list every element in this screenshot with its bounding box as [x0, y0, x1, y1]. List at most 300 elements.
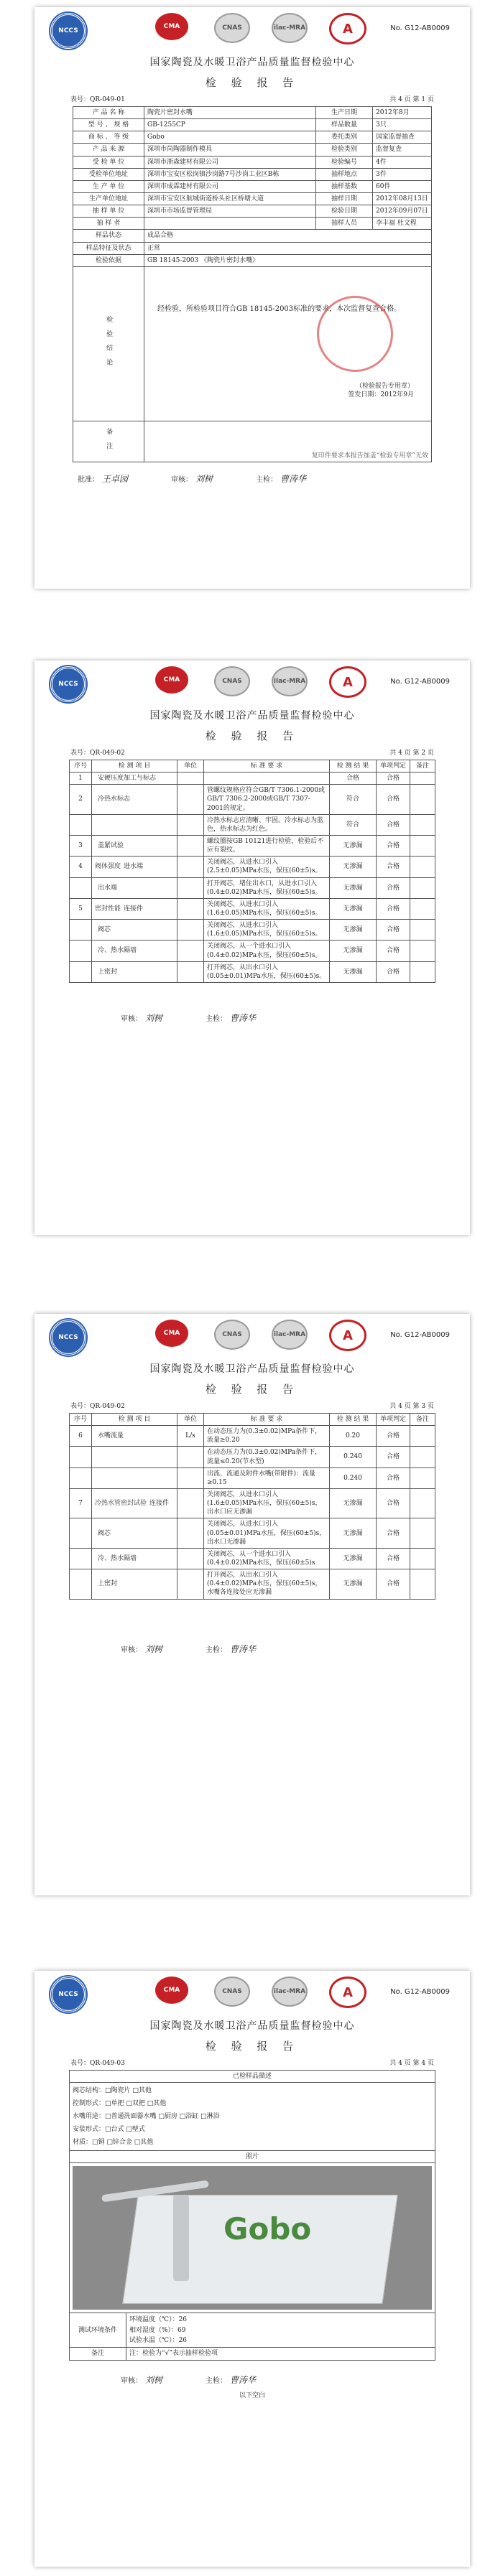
ilac-logo-icon: ilac-MRA — [272, 1320, 308, 1350]
field-value: 李丰福 杜文程 — [373, 218, 432, 230]
judgement: 合格 — [377, 1569, 410, 1599]
sample-table — [69, 2070, 435, 2361]
test-item — [92, 1569, 177, 1599]
table-row — [70, 835, 435, 856]
note-label: 备 注 — [105, 428, 113, 452]
appearance: 正常 — [144, 242, 432, 254]
page-number: 共 4 页 第 2 页 — [389, 750, 434, 757]
remark — [410, 941, 435, 961]
standard-requirement: 在动态压力为(0.3±0.02)MPa条件下，流量≤0.20(节水型) — [204, 1447, 330, 1467]
ilac-logo-icon: ilac-MRA — [272, 1977, 308, 2007]
env-label: 测试环境条件 — [70, 2313, 126, 2348]
row-number — [70, 1467, 92, 1488]
report-page-2 — [34, 661, 470, 1235]
test-group: 阀体强度 — [95, 863, 121, 871]
judgement: 合格 — [377, 835, 410, 856]
test-item — [92, 835, 177, 856]
sample-description-line: 安装形式：□台式 □壁式 — [73, 2126, 145, 2134]
row-number: 1 — [70, 773, 92, 785]
serial-number: No. G12-AB0009 — [390, 24, 450, 32]
judgement: 合格 — [377, 1488, 410, 1518]
test-item — [92, 920, 177, 941]
remark — [410, 961, 435, 982]
test-item — [92, 1488, 177, 1518]
column-header: 标 准 要 求 — [204, 760, 330, 773]
sample-description-line: 阀芯结构：□陶瓷片 □其他 — [73, 2087, 152, 2095]
unit — [177, 877, 204, 898]
table-row — [70, 814, 435, 835]
row-number — [70, 1447, 92, 1467]
cnas-logo-icon: CNAS — [214, 1977, 250, 2007]
field-label: 抽 样 单 位 — [73, 205, 144, 218]
field-value: 4件 — [373, 156, 432, 168]
serial-number: No. G12-AB0009 — [390, 678, 450, 686]
judgement: 合格 — [377, 898, 410, 919]
test-table — [69, 1413, 435, 1600]
ncss-logo-icon: NCCS — [50, 1977, 86, 2012]
test-item-name: 连接件 — [124, 905, 144, 913]
field-label: 抽样地点 — [316, 168, 373, 180]
table-row — [70, 1548, 435, 1569]
field-label: 生产日期 — [316, 107, 373, 119]
field-value: 陶瓷片密封水嘴 — [144, 107, 316, 119]
checker: 审核： 刘树 — [121, 1012, 163, 1023]
judgement: 合格 — [377, 941, 410, 961]
table-row — [70, 961, 435, 982]
field-label: 检验类别 — [316, 144, 373, 156]
column-header: 备注 — [410, 760, 435, 773]
standard-requirement: 关闭阀芯，从进水口引入(1.6±0.05)MPa水压，保压(60±5)s。 — [204, 920, 330, 941]
test-result: 无渗漏 — [330, 1548, 377, 1569]
judgement: 合格 — [377, 785, 410, 814]
checker: 审核： 刘树 — [121, 1643, 163, 1654]
field-label: 抽 样 者 — [73, 218, 144, 230]
remark — [410, 898, 435, 919]
table-row — [70, 785, 435, 814]
field-label: 生 产 单 位 — [73, 180, 144, 192]
sample-description-line: 控制形式：□单把 □双把 □其他 — [73, 2100, 167, 2108]
remark — [410, 814, 435, 835]
field-value: 3件 — [373, 168, 432, 180]
judgement: 合格 — [377, 1467, 410, 1488]
row-number — [70, 1548, 92, 1569]
report-page-1 — [34, 7, 470, 589]
field-value: 监督复查 — [373, 144, 432, 156]
test-item-name: 冷热水标志 — [98, 795, 131, 803]
field-value: 深圳市宝安区航城街道桥头社区桥塘大道 — [144, 192, 316, 205]
a-logo-icon: A — [329, 666, 366, 698]
column-header: 检 测 结 果 — [330, 760, 377, 773]
field-value: 3只 — [373, 119, 432, 131]
standard-requirement: 出流、流通及附件水嘴(带附件)：流量≥0.15 — [204, 1467, 330, 1488]
test-result: 无渗漏 — [330, 1488, 377, 1518]
test-item — [92, 941, 177, 961]
field-label: 抽样基数 — [316, 180, 373, 192]
standard-requirement — [204, 773, 330, 785]
logo-bar — [34, 661, 470, 705]
column-header: 单位 — [177, 1414, 204, 1426]
standard-requirement: 关闭阀芯，从进水口引入(2.5±0.05)MPa水压，保压(60±5)s。 — [204, 857, 330, 877]
standard-requirement: 关闭阀芯，从进水口引入(0.05±0.01)MPa水压，保压(60±5)s，出水口无渗漏 — [204, 1518, 330, 1548]
test-item-name: 上密封 — [98, 1580, 118, 1588]
test-item — [92, 1426, 177, 1447]
remark — [410, 1518, 435, 1548]
field-label: 生产单位地址 — [73, 192, 144, 205]
stamp-note: （检验报告专用章） — [355, 382, 414, 390]
column-header: 标 准 要 求 — [204, 1414, 330, 1426]
test-item-name: 连接件 — [149, 1500, 170, 1508]
ncss-logo-icon: NCCS — [50, 666, 86, 702]
test-item — [92, 877, 177, 898]
table-row — [70, 1447, 435, 1467]
field-value — [144, 218, 316, 230]
remark — [410, 1447, 435, 1467]
unit — [177, 1467, 204, 1488]
remark — [410, 1488, 435, 1518]
note-label: 备注 — [70, 2348, 126, 2360]
table-row — [70, 898, 435, 919]
product-photo — [73, 2166, 432, 2310]
standard-requirement: 关闭阀芯，从一个进水口引入(0.4±0.02)MPa水压，保压(60±5)s — [204, 1548, 330, 1569]
cnas-logo-icon: CNAS — [214, 1320, 250, 1350]
table-row — [70, 1426, 435, 1447]
remark — [410, 1548, 435, 1569]
unit — [177, 1447, 204, 1467]
field-label: 抽样日期 — [316, 192, 373, 205]
ilac-logo-icon: ilac-MRA — [272, 666, 308, 696]
test-item — [92, 814, 177, 835]
sample-state: 成品合格 — [144, 230, 432, 242]
unit — [177, 898, 204, 919]
info-table — [73, 106, 432, 462]
page-number: 共 4 页 第 1 页 — [389, 96, 434, 103]
test-group: 冷热水管密封试验 — [95, 1500, 147, 1508]
column-header: 备注 — [410, 1414, 435, 1426]
approver: 批准： 王卓园 — [78, 473, 129, 484]
column-header: 检 测 项 目 — [92, 760, 177, 773]
column-header: 单位 — [177, 760, 204, 773]
test-result: 无渗漏 — [330, 835, 377, 856]
judgement: 合格 — [377, 877, 410, 898]
note-text: 注：检验为“√”表示抽样检验项 — [126, 2348, 435, 2360]
field-label: 检验编号 — [316, 156, 373, 168]
field-value: 2012年09月07日 — [373, 205, 432, 218]
unit — [177, 835, 204, 856]
column-header: 单项判定 — [377, 760, 410, 773]
row-number — [70, 1518, 92, 1548]
cma-logo-icon: CMA — [155, 1977, 188, 2004]
checker: 审核： 刘树 — [121, 2374, 163, 2385]
test-item-name: 盖紧试验 — [98, 842, 124, 850]
cma-logo-icon: CMA — [155, 666, 188, 694]
info-row — [73, 218, 432, 230]
inspector: 主检： 曹涛华 — [206, 2374, 257, 2385]
judgement: 合格 — [377, 1447, 410, 1467]
row-number: 3 — [70, 835, 92, 856]
test-result: 无渗漏 — [330, 877, 377, 898]
report-title: 检 验 报 告 — [205, 76, 300, 89]
brand-logo: Gobo — [223, 2211, 312, 2247]
inspector: 主检： 曹涛华 — [256, 473, 307, 484]
report-title: 检 验 报 告 — [205, 729, 300, 742]
appearance-label: 样品特征及状态 — [73, 242, 144, 254]
judgement: 合格 — [377, 857, 410, 877]
row-number — [70, 920, 92, 941]
standard-requirement: 在动态压力为(0.3±0.02)MPa条件下，流量≥0.20 — [204, 1426, 330, 1447]
test-item — [92, 961, 177, 982]
standard-requirement: 打开阀芯，堵住出水口，从进水口引入(0.4±0.02)MPa水压，保压(60±5)s。 — [204, 877, 330, 898]
test-item — [92, 857, 177, 877]
field-value: GB-1255CP — [144, 119, 316, 131]
sample-state-label: 样品状态 — [73, 230, 144, 242]
remark — [410, 1426, 435, 1447]
row-number: 4 — [70, 857, 92, 877]
remark — [410, 785, 435, 814]
test-item — [92, 1518, 177, 1548]
judgement: 合格 — [377, 1426, 410, 1447]
test-item — [92, 1447, 177, 1467]
info-row — [73, 168, 432, 180]
logo-bar — [34, 1314, 470, 1358]
table-row — [70, 857, 435, 877]
test-item-name: 出水端 — [98, 884, 118, 892]
test-item-name: 安硬压度加工与标志 — [98, 775, 157, 783]
test-result: 无渗漏 — [330, 1518, 377, 1548]
logo-bar — [34, 1971, 470, 2015]
red-stamp-icon — [317, 296, 393, 372]
test-result: 0.240 — [330, 1447, 377, 1467]
column-header: 检 测 结 果 — [330, 1414, 377, 1426]
remark — [410, 773, 435, 785]
remark — [410, 857, 435, 877]
unit — [177, 941, 204, 961]
report-title: 检 验 报 告 — [205, 1383, 300, 1396]
test-item — [92, 898, 177, 919]
photo-label: 照片 — [70, 2151, 435, 2163]
environment-line: 试验水温（℃）：26 — [129, 2337, 188, 2345]
unit: L/s — [177, 1426, 204, 1447]
info-row — [73, 131, 432, 144]
test-result: 0.240 — [330, 1467, 377, 1488]
page-number: 共 4 页 第 4 页 — [389, 2060, 434, 2067]
info-row — [73, 180, 432, 192]
row-number: 6 — [70, 1426, 92, 1447]
unit — [177, 773, 204, 785]
unit — [177, 961, 204, 982]
info-row — [73, 156, 432, 168]
unit — [177, 785, 204, 814]
bottom-note: 复印件要求本报告加盖“检验专用章”无效 — [311, 452, 428, 459]
remark — [410, 877, 435, 898]
checker: 审核： 刘树 — [171, 473, 213, 484]
center-name: 国家陶瓷及水暖卫浴产品质量监督检验中心 — [149, 710, 355, 722]
judgement: 合格 — [377, 814, 410, 835]
table-row — [70, 877, 435, 898]
unit — [177, 1569, 204, 1599]
environment-line: 环境温度（℃）：26 — [129, 2316, 188, 2324]
report-title: 检 验 报 告 — [205, 2040, 300, 2053]
remark — [410, 835, 435, 856]
field-value: 深圳市浙森建材有限公司 — [144, 156, 316, 168]
blank-note: 以下空白 — [239, 2391, 265, 2399]
test-table — [69, 760, 435, 983]
field-value: 深圳市尚陶器制作模具 — [144, 144, 316, 156]
center-name: 国家陶瓷及水暖卫浴产品质量监督检验中心 — [149, 57, 355, 68]
row-number — [70, 961, 92, 982]
cnas-logo-icon: CNAS — [214, 666, 250, 696]
test-item-name: 冷、热水隔墙 — [98, 1554, 137, 1562]
test-item — [92, 1467, 177, 1488]
row-number — [70, 941, 92, 961]
field-value: 2012年08月13日 — [373, 192, 432, 205]
test-result: 无渗漏 — [330, 920, 377, 941]
judgement: 合格 — [377, 773, 410, 785]
test-item — [92, 785, 177, 814]
judgement: 合格 — [377, 1548, 410, 1569]
table-row — [70, 1569, 435, 1599]
column-header: 序号 — [70, 760, 92, 773]
field-label: 商 标 、 等 级 — [73, 131, 144, 144]
ilac-logo-icon: ilac-MRA — [272, 13, 308, 43]
test-result: 符合 — [330, 814, 377, 835]
serial-number: No. G12-AB0009 — [390, 1988, 450, 1996]
unit — [177, 1548, 204, 1569]
field-label: 抽样人员 — [316, 218, 373, 230]
center-name: 国家陶瓷及水暖卫浴产品质量监督检验中心 — [149, 1363, 355, 1375]
report-page-3 — [34, 1314, 470, 1895]
standard-requirement: 关闭阀芯，从一个进水口引入(0.4±0.02)MPa水压，保压(60±5)s。 — [204, 941, 330, 961]
field-label: 样品数量 — [316, 119, 373, 131]
sample-description-line: 水嘴用途：□普通洗面器水嘴 □厨房 □浴缸 □淋浴 — [73, 2113, 220, 2121]
conclusion-text: 经检验，所检验项目符合GB 18145-2003标准的要求，本次监督复查合格。 — [157, 304, 402, 313]
test-item-name: 阀芯 — [98, 1529, 111, 1537]
remark — [410, 920, 435, 941]
test-item — [92, 773, 177, 785]
info-row — [73, 119, 432, 131]
test-item-name: 冷、热水隔墙 — [98, 947, 137, 955]
unit — [177, 1488, 204, 1518]
test-result: 0.20 — [330, 1426, 377, 1447]
field-value: 深圳市宝安区松岗镇沙岗路7号沙岗工业区B栋 — [144, 168, 316, 180]
ncss-logo-icon: NCCS — [50, 13, 86, 49]
row-number — [70, 1569, 92, 1599]
report-page-4 — [34, 1971, 470, 2567]
table-number: 表号：QR-049-03 — [70, 2060, 125, 2067]
test-group: 密封性能 — [95, 905, 121, 913]
basis-label: 检验依据 — [73, 254, 144, 266]
field-label: 产 品 名 称 — [73, 107, 144, 119]
table-row — [70, 920, 435, 941]
remark — [410, 1467, 435, 1488]
page-number: 共 4 页 第 3 页 — [389, 1403, 434, 1410]
info-row — [73, 144, 432, 156]
unit — [177, 920, 204, 941]
unit — [177, 814, 204, 835]
judgement: 合格 — [377, 961, 410, 982]
standard-requirement: 关闭阀芯，从进水口引入(1.6±0.05)MPa水压，保压(60±5)s，出水口应无渗漏 — [204, 1488, 330, 1518]
field-label: 受检单位地址 — [73, 168, 144, 180]
sample-description-line: 材质：□铜 □锌合金 □其他 — [73, 2139, 154, 2147]
a-logo-icon: A — [329, 1977, 366, 2008]
table-number: 表号：QR-049-02 — [70, 1403, 125, 1410]
table-number: 表号：QR-049-02 — [70, 750, 125, 757]
test-result: 无渗漏 — [330, 1569, 377, 1599]
unit — [177, 1518, 204, 1548]
info-row — [73, 205, 432, 218]
serial-number: No. G12-AB0009 — [390, 1331, 450, 1339]
judgement: 合格 — [377, 920, 410, 941]
ncss-logo-icon: NCCS — [50, 1320, 86, 1355]
column-header: 检 测 项 目 — [92, 1414, 177, 1426]
test-result: 符合 — [330, 785, 377, 814]
test-result: 无渗漏 — [330, 857, 377, 877]
cma-logo-icon: CMA — [155, 1320, 188, 1347]
row-number — [70, 877, 92, 898]
unit — [177, 857, 204, 877]
row-number: 2 — [70, 785, 92, 814]
column-header: 单项判定 — [377, 1414, 410, 1426]
test-result: 无渗漏 — [330, 941, 377, 961]
field-label: 受 检 单 位 — [73, 156, 144, 168]
field-label: 产 品 来 源 — [73, 144, 144, 156]
column-header: 序号 — [70, 1414, 92, 1426]
section-title: 已检样品描述 — [70, 2071, 435, 2083]
inspector: 主检： 曹涛华 — [206, 1012, 257, 1023]
standard-requirement: 冷热水标志应清晰、牢固。冷水标志为蓝色，热水标志为红色。 — [204, 814, 330, 835]
cma-logo-icon: CMA — [155, 13, 188, 40]
test-item-name: 上密封 — [98, 968, 118, 976]
remark — [410, 1569, 435, 1599]
table-row — [70, 941, 435, 961]
conclusion-label: 检 验 结 论 — [105, 316, 113, 369]
standard-requirement: 管螺纹规格应符合GB/T 7306.1-2000或GB/T 7306.2-2000或GB/T 7307-2001的规定。 — [204, 785, 330, 814]
test-item-name: 阀芯 — [98, 926, 111, 934]
standard-requirement: 关闭阀芯，从进水口引入(1.6±0.05)MPa水压，保压(60±5)s。 — [204, 898, 330, 919]
field-value: 深圳市成霖建材有限公司 — [144, 180, 316, 192]
info-row — [73, 192, 432, 205]
cnas-logo-icon: CNAS — [214, 13, 250, 43]
row-number: 7 — [70, 1488, 92, 1518]
field-value: 2012年8月 — [373, 107, 432, 119]
field-value: Gobo — [144, 131, 316, 144]
a-logo-icon: A — [329, 1320, 366, 1351]
standard-requirement: 打开阀芯，从出水口引入(0.4±0.02)MPa水压，保压(60±5)s，水嘴各连接处应无渗漏 — [204, 1569, 330, 1599]
table-row — [70, 1518, 435, 1548]
table-row — [70, 773, 435, 785]
center-name: 国家陶瓷及水暖卫浴产品质量监督检验中心 — [149, 2020, 355, 2032]
row-number: 5 — [70, 898, 92, 919]
test-result: 无渗漏 — [330, 961, 377, 982]
test-item — [92, 1548, 177, 1569]
standard-requirement: 打开阀芯，从出水口引入(0.05±0.01)MPa水压，保压(60±5)s。 — [204, 961, 330, 982]
field-value: 国家监督抽查 — [373, 131, 432, 144]
inspector: 主检： 曹涛华 — [206, 1643, 257, 1654]
environment-line: 相对湿度（%）：69 — [129, 2326, 186, 2334]
logo-bar — [34, 7, 470, 52]
info-row — [73, 107, 432, 119]
issue-date: 签发日期：2012年9月 — [348, 391, 414, 398]
table-row — [70, 1488, 435, 1518]
field-value: 60件 — [373, 180, 432, 192]
judgement: 合格 — [377, 1518, 410, 1548]
field-label: 检验日期 — [316, 205, 373, 218]
field-value: 深圳市市场监督管理局 — [144, 205, 316, 218]
faucet-body-icon — [173, 2195, 189, 2281]
field-label: 型 号 、 规 格 — [73, 119, 144, 131]
table-row — [70, 1467, 435, 1488]
test-result: 无渗漏 — [330, 898, 377, 919]
standard-requirement: 螺纹圈按GB 10121进行检验，检验后不应有裂纹。 — [204, 835, 330, 856]
